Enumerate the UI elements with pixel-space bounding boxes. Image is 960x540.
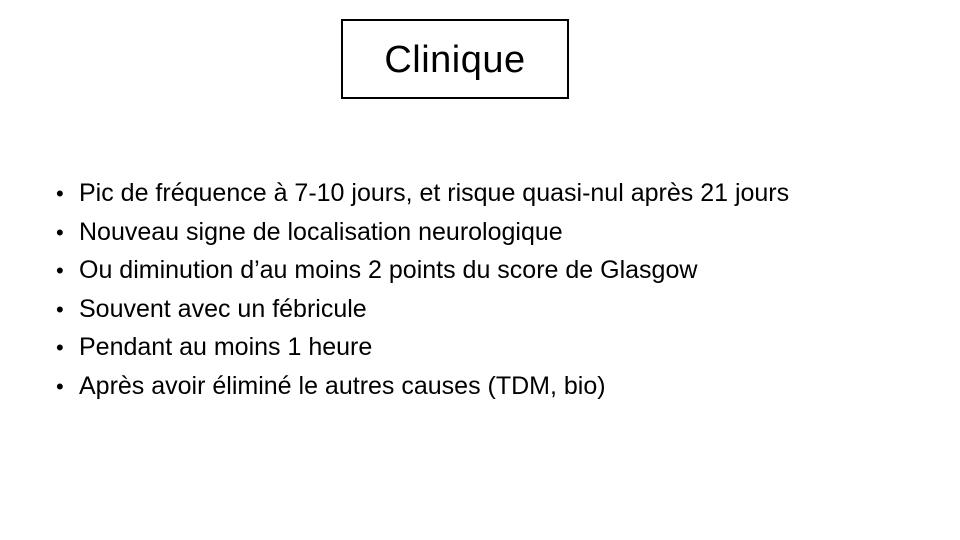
bullet-icon: • [56,219,64,245]
bullet-icon: • [56,258,64,283]
bullet-icon: • [56,373,64,399]
slide-title: Clinique [384,39,526,81]
bullet-text: Ou diminution d’au moins 2 points du score de Glasgow [79,256,698,284]
bullet-item [56,290,936,329]
bullet-icon: • [56,296,64,322]
bullet-text: Nouveau signe de localisation neurologique [79,217,563,246]
bullet-icon: • [56,181,64,206]
bullet-item [56,174,936,213]
bullet-text: Après avoir éliminé le autres causes (TDM, bio) [79,371,606,400]
title-box [341,19,569,99]
bullet-item [56,213,936,252]
bullet-item [56,367,936,406]
bullet-text: Pendant au moins 1 heure [79,333,373,361]
bullet-item [56,251,936,290]
bullet-item [56,328,936,367]
bullet-icon: • [56,335,64,360]
bullet-text: Pic de fréquence à 7-10 jours, et risque quasi-nul après 21 jours [79,179,790,207]
bullet-list [56,174,936,405]
bullet-text: Souvent avec un fébricule [79,294,367,323]
